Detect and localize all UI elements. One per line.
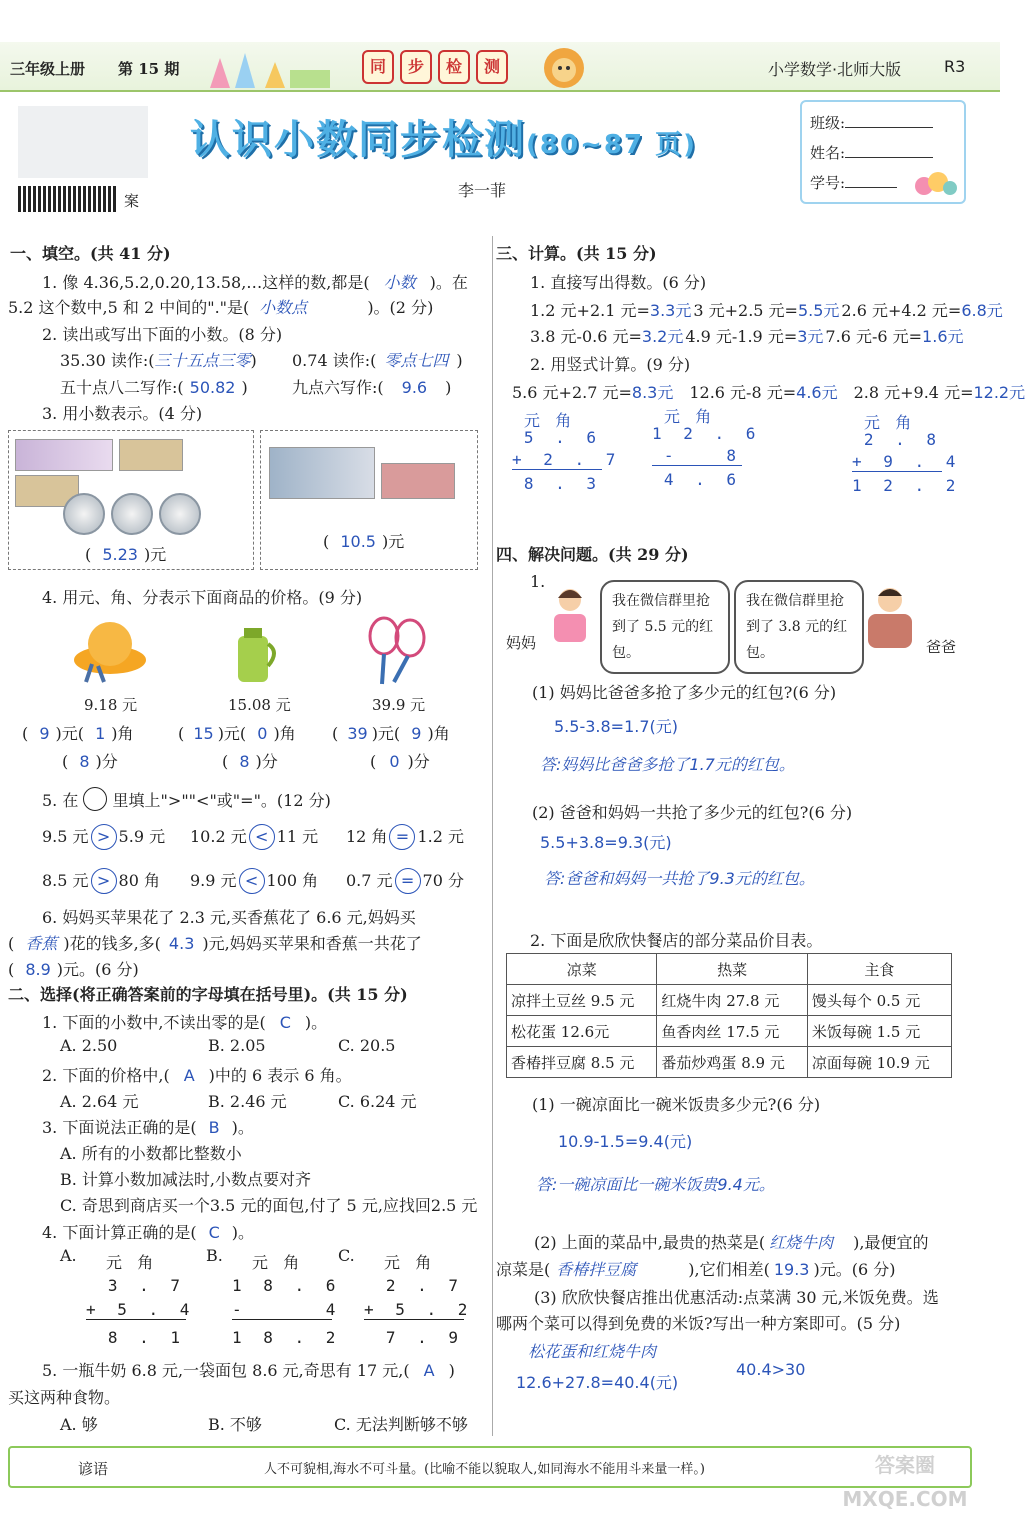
s1-q2b: 0.74 读作:( 零点七四 ) <box>292 351 463 370</box>
compare-item <box>42 868 160 894</box>
compare-left: 8.5 元 <box>42 871 89 890</box>
calc-answer: 3元 <box>797 327 824 346</box>
answer: A <box>423 1361 435 1380</box>
calc-expression: 2.8 元+9.4 元= <box>853 383 974 402</box>
menu-price-table <box>506 953 952 1078</box>
calc-unit: 元 角 <box>106 1253 154 1272</box>
q-text: )中的 6 表示 6 角。 <box>208 1066 352 1085</box>
answer: 50.82 <box>189 378 236 397</box>
s1-q1-line1 <box>42 270 468 293</box>
class-label: 班级: <box>810 114 846 132</box>
answer: C <box>208 1223 220 1242</box>
q-text: 里填上">""<"或"="。(12 分) <box>112 791 331 810</box>
compare-left: 0.7 元 <box>346 871 393 890</box>
table-header: 主食 <box>807 954 951 985</box>
calc-unit: 元 角 <box>384 1253 432 1272</box>
calc-operand: 1 8 . 6 <box>232 1276 342 1295</box>
q-text: 5.2 这个数中,5 和 2 中间的"."是( <box>8 298 250 317</box>
name-label: 姓名: <box>810 144 846 162</box>
answer: 零点七四 <box>384 351 449 370</box>
s1-q3: 3. 用小数表示。(4 分) <box>42 404 203 423</box>
s4-q2-3-line1: (3) 欣欣快餐店推出优惠活动:点菜满 30 元,米饭免费。选 <box>534 1288 939 1307</box>
answer: 香椿拌豆腐 <box>556 1260 637 1279</box>
s2-q2-opt-b: B. 2.46 元 <box>208 1092 287 1111</box>
answer: 8 <box>239 752 250 771</box>
compare-left: 9.9 元 <box>190 871 237 890</box>
s3-q2: 2. 用竖式计算。(9 分) <box>530 355 691 374</box>
unit: )角 <box>273 724 296 743</box>
kettle-icon <box>230 622 280 686</box>
q-text: 3. 下面说法正确的是( <box>42 1118 197 1137</box>
banknote-10-yuan <box>269 447 375 499</box>
s4-q1-1-calc: 5.5-3.8=1.7(元) <box>554 717 679 736</box>
issue-label: 第 15 期 <box>118 60 180 78</box>
q4-answer-kettle-a: ( 15 )元( 0 )角 <box>178 724 296 743</box>
price-rackets: 39.9 元 <box>372 696 426 714</box>
answer: 0 <box>257 724 268 743</box>
dad-speech-bubble: 我在微信群里抢到了 3.8 元的红包。 <box>734 580 864 674</box>
dish-name: 凉拌土豆丝 <box>511 991 587 1010</box>
dad-label: 爸爸 <box>926 638 957 656</box>
calc-unit: 元 角 <box>664 407 712 426</box>
calc-expression: 7.6 元-6 元= <box>825 327 923 346</box>
dish-price: 27.8 元 <box>726 991 780 1010</box>
lion-mascot-icon <box>540 46 588 90</box>
id-label: 学号: <box>810 174 846 192</box>
compare-left: 10.2 元 <box>190 827 247 846</box>
calc-result: 7 . 9 <box>385 1328 464 1347</box>
table-row <box>507 985 952 1016</box>
calc-unit: 元 角 <box>252 1253 300 1272</box>
calc-answer: 6.8元 <box>961 301 1003 320</box>
unit: )元( <box>217 724 247 743</box>
q-text: 2. 下面的价格中,( <box>42 1066 170 1085</box>
badge-char: 步 <box>400 50 432 84</box>
dad-avatar <box>862 586 918 648</box>
title-pages: (80~87 页) <box>526 130 697 160</box>
calc-answer: 3.2元 <box>641 327 684 346</box>
badminton-rackets-icon <box>364 616 434 686</box>
calc-expression: 5.6 元+2.7 元= <box>512 383 632 402</box>
table-cell <box>507 985 657 1016</box>
circle-blank-icon <box>83 787 107 811</box>
dish-price: 8.9 元 <box>741 1053 785 1072</box>
answer: 8 <box>79 752 90 771</box>
unit: )分 <box>95 752 118 771</box>
s2-q3-opt-b: B. 计算小数加减法时,小数点要对齐 <box>60 1170 312 1189</box>
q-text: )。(2 分) <box>367 298 434 317</box>
unit: )元( <box>55 724 85 743</box>
q-text: )元。(6 分) <box>56 960 139 979</box>
compare-item <box>346 824 464 850</box>
proverb-text: 人不可貌相,海水不可斗量。(比喻不能以貌取人,如同海水不能用斗来量一样。) <box>264 1462 705 1477</box>
q-text: 35.30 读作:( <box>60 351 155 370</box>
q4-answer-rackets-b: ( 0 )分 <box>370 752 430 771</box>
s2-q1-opt-b: B. 2.05 <box>208 1036 266 1055</box>
calc-answer: 8.3元 <box>631 383 674 402</box>
calc-operand: 2 . 8 <box>863 430 942 449</box>
answer: 9.6 <box>401 378 428 397</box>
s3-q1: 1. 直接写出得数。(6 分) <box>530 273 707 292</box>
sync-test-badge <box>362 50 514 84</box>
series-label: 小学数学·北师大版 <box>768 60 902 79</box>
answer: 小数 <box>383 273 416 292</box>
dish-name: 鱼香肉丝 <box>661 1022 722 1041</box>
calc-operand: + 5 . 2 <box>364 1300 474 1319</box>
money-box-b: ( 10.5 )元 <box>260 430 478 570</box>
class-field[interactable] <box>845 113 933 128</box>
compare-right: 80 角 <box>118 871 160 890</box>
compare-left: 12 角 <box>346 827 388 846</box>
direct-calc-row <box>512 380 1025 403</box>
s4-q2-1-answer: 答:一碗凉面比一碗米饭贵9.4元。 <box>536 1175 775 1194</box>
compare-answer: > <box>91 824 117 850</box>
answer: B <box>208 1118 220 1137</box>
section3-heading: 三、计算。(共 15 分) <box>496 244 657 263</box>
calc-operand: 2 . 7 <box>385 1276 464 1295</box>
s4-q2-1-calc: 10.9-1.5=9.4(元) <box>558 1132 693 1151</box>
answer: 1 <box>95 724 106 743</box>
dish-name: 香椿拌豆腐 <box>511 1053 587 1072</box>
calc-answer: 5.5元 <box>797 301 840 320</box>
s1-q5 <box>42 787 331 811</box>
table-row <box>507 1016 952 1047</box>
unit: )角 <box>111 724 134 743</box>
author-name: 李一菲 <box>458 181 507 200</box>
s4-q2-3-line2: 哪两个菜可以得到免费的米饭?写出一种方案即可。(5 分) <box>496 1314 901 1333</box>
banknote-5-yuan <box>15 439 113 471</box>
answer: 10.5 <box>340 532 376 551</box>
table-header-row <box>507 954 952 985</box>
compare-answer: = <box>395 868 421 894</box>
table-cell <box>657 1016 807 1047</box>
q-text: 5. 一瓶牛奶 6.8 元,一袋面包 8.6 元,奇思有 17 元,( <box>42 1361 410 1380</box>
coin-1-fen <box>63 493 105 535</box>
calc-expression: 2.6 元+4.2 元= <box>841 301 962 320</box>
q-text: 5. 在 <box>42 791 79 810</box>
badge-char: 检 <box>438 50 470 84</box>
answer: A <box>183 1066 195 1085</box>
calc-operand: 3 . 7 <box>107 1276 186 1295</box>
answer: 红烧牛肉 <box>769 1233 834 1252</box>
s4-q1-2-answer: 答:爸爸和妈妈一共抢了9.3元的红包。 <box>544 869 815 888</box>
answer: 香蕉 <box>25 934 58 953</box>
calc-expression: 12.6 元-8 元= <box>689 383 797 402</box>
title-main: 认识小数同步检测 <box>190 117 526 163</box>
s4-q1-2-calc: 5.5+3.8=9.3(元) <box>540 833 672 852</box>
option-label: A. <box>60 1246 77 1265</box>
calc-operand: + 9 . 4 <box>852 452 962 471</box>
q4-answer-hat-b: ( 8 )分 <box>62 752 118 771</box>
s2-q3: 3. 下面说法正确的是( B )。 <box>42 1118 254 1137</box>
s4-q1-1-answer: 答:妈妈比爸爸多抢了1.7元的红包。 <box>540 755 795 774</box>
s1-q2d: 九点六写作:( 9.6 ) <box>292 378 452 397</box>
answer: 9 <box>39 724 50 743</box>
compare-right: 1.2 元 <box>417 827 464 846</box>
calc-expression: 1.2 元+2.1 元= <box>530 301 650 320</box>
unit: )元( <box>371 724 401 743</box>
calc-result: 4 . 6 <box>663 470 742 489</box>
table-cell <box>507 1016 657 1047</box>
q-text: 九点六写作:( <box>292 378 384 397</box>
s1-q1-line2 <box>8 295 433 318</box>
q4-answer-hat-a: ( 9 )元( 1 )角 <box>22 724 134 743</box>
s2-q5-opt-c: C. 无法判断够不够 <box>334 1415 468 1434</box>
answer: 4.3 <box>168 934 195 953</box>
unit: )分 <box>255 752 278 771</box>
table-header: 凉菜 <box>507 954 657 985</box>
answer: 39 <box>347 724 368 743</box>
unit: )角 <box>427 724 450 743</box>
s1-q6-line2: ( 香蕉 )花的钱多,多( 4.3 )元,妈妈买苹果和香蕉一共花了 <box>8 934 422 953</box>
answer: 9 <box>411 724 422 743</box>
s4-q2-3-answer: 松花蛋和红烧牛肉 <box>528 1342 657 1361</box>
q-text: )元。(6 分) <box>813 1260 896 1279</box>
dish-name: 红烧牛肉 <box>661 991 722 1010</box>
q-text: 凉菜是( <box>496 1260 551 1279</box>
calc-operand: + 5 . 4 <box>86 1300 196 1319</box>
s1-q2: 2. 读出或写出下面的小数。(8 分) <box>42 325 283 344</box>
calc-operand: + 2 . 7 <box>512 450 622 469</box>
coin-1-fen <box>159 493 201 535</box>
image-placeholder <box>18 106 148 178</box>
s2-q5: 5. 一瓶牛奶 6.8 元,一袋面包 8.6 元,奇思有 17 元,( A ) <box>42 1361 455 1380</box>
answer: 0 <box>389 752 400 771</box>
calc-unit: 元 角 <box>524 411 572 430</box>
edition-code: R3 <box>944 57 966 76</box>
qr-code-icon[interactable] <box>18 186 118 212</box>
calc-operand: 1 2 . 6 <box>652 424 762 443</box>
castle-illustration <box>190 48 340 88</box>
q-text: )元,妈妈买苹果和香蕉一共花了 <box>202 934 422 953</box>
badge-char: 测 <box>476 50 508 84</box>
column-divider <box>492 236 493 1436</box>
s2-q4: 4. 下面计算正确的是( C )。 <box>42 1223 255 1242</box>
s2-q5-opt-b: B. 不够 <box>208 1415 262 1434</box>
calc-expression: 3.8 元-0.6 元= <box>530 327 642 346</box>
calc-unit: 元 角 <box>864 413 912 432</box>
s4-q1-number: 1. <box>530 572 546 591</box>
s2-q1-opt-c: C. 20.5 <box>338 1036 396 1055</box>
calc-answer: 1.6元 <box>922 327 964 346</box>
option-label: C. <box>338 1246 355 1265</box>
unit: )元 <box>143 545 167 564</box>
calc-result: 1 8 . 2 <box>232 1328 342 1347</box>
answer: 19.3 <box>773 1260 810 1279</box>
answer: 三十五点三零 <box>154 351 251 370</box>
table-cell <box>657 1047 807 1078</box>
compare-item <box>190 868 318 894</box>
id-field[interactable] <box>845 173 897 188</box>
s4-q1-2: (2) 爸爸和妈妈一共抢了多少元的红包?(6 分) <box>532 803 853 822</box>
mom-speech-bubble: 我在微信群里抢到了 5.5 元的红包。 <box>600 580 730 674</box>
grade-label: 三年级上册 <box>10 60 86 78</box>
watermark: 答案圈 MXQE.COM <box>842 1453 968 1511</box>
price-kettle: 15.08 元 <box>228 696 291 714</box>
s2-q3-opt-c: C. 奇思到商店买一个3.5 元的面包,付了 5 元,应找回2.5 元 <box>60 1196 478 1215</box>
q-text: ),最便宜的 <box>853 1233 929 1252</box>
q-text: (2) 上面的菜品中,最贵的热菜是( <box>534 1233 766 1252</box>
mom-avatar <box>548 586 592 642</box>
q-text: 1. 下面的小数中,不读出零的是( <box>42 1013 266 1032</box>
s1-q6-line1: 6. 妈妈买苹果花了 2.3 元,买香蕉花了 6.6 元,妈妈买 <box>42 908 416 927</box>
q-text: 五十点八二写作:( <box>60 378 184 397</box>
direct-calc-row <box>530 298 1003 321</box>
dish-price: 9.5 元 <box>590 991 635 1010</box>
calc-expression: 3 元+2.5 元= <box>693 301 798 320</box>
table-cell <box>507 1047 657 1078</box>
section2-heading: 二、选择(将正确答案前的字母填在括号里)。(共 15 分) <box>8 985 408 1004</box>
page-title <box>190 108 697 165</box>
s4-q2-3-compare: 40.4>30 <box>736 1360 806 1379</box>
option-label: B. <box>206 1246 223 1265</box>
table-cell: 凉面每碗 10.9 元 <box>807 1047 951 1078</box>
compare-answer: > <box>91 868 117 894</box>
s2-q1-opt-a: A. 2.50 <box>60 1036 118 1055</box>
s4-q1-1: (1) 妈妈比爸爸多抢了多少元的红包?(6 分) <box>532 683 837 702</box>
s2-q2-opt-c: C. 6.24 元 <box>338 1092 417 1111</box>
q-text: 1. 像 4.36,5.2,0.20,13.58,…这样的数,都是( <box>42 273 370 292</box>
compare-item <box>190 824 318 850</box>
q-text: )。在 <box>429 273 468 292</box>
banknote-2-jiao <box>119 439 183 471</box>
compare-answer: = <box>389 824 415 850</box>
compare-right: 100 角 <box>266 871 319 890</box>
table-header: 热菜 <box>657 954 807 985</box>
direct-calc-row <box>530 324 964 347</box>
dish-name: 番茄炒鸡蛋 <box>661 1053 737 1072</box>
proverb-label: 谚语 <box>78 1460 109 1478</box>
s2-q1: 1. 下面的小数中,不读出零的是( C )。 <box>42 1013 328 1032</box>
animals-icon <box>914 168 958 196</box>
mom-label: 妈妈 <box>506 634 537 652</box>
compare-answer: < <box>239 868 265 894</box>
s1-q6-line3: ( 8.9 )元。(6 分) <box>8 960 139 979</box>
dish-price: 12.6元 <box>560 1022 610 1041</box>
s2-q5-opt-a: A. 够 <box>60 1415 98 1434</box>
s1-q2c: 五十点八二写作:( 50.82 ) <box>60 378 248 397</box>
calc-answer: 3.3元 <box>649 301 692 320</box>
price-hat: 9.18 元 <box>84 696 138 714</box>
coin-1-fen <box>111 493 153 535</box>
compare-item <box>346 868 464 894</box>
calc-result: 1 2 . 2 <box>852 476 962 495</box>
calc-answer: 12.2元 <box>973 383 1025 402</box>
s1-q2a: 35.30 读作:(三十五点三零) <box>60 351 257 370</box>
s2-q2-opt-a: A. 2.64 元 <box>60 1092 139 1111</box>
dish-name: 松花蛋 <box>511 1022 557 1041</box>
s2-q3-opt-a: A. 所有的小数都比整数小 <box>60 1144 242 1163</box>
money-box-a: ( 5.23 )元 <box>8 430 254 570</box>
dish-price: 17.5 元 <box>726 1022 780 1041</box>
table-cell <box>657 985 807 1016</box>
qr-caption: 案 <box>124 192 140 210</box>
q4-answer-kettle-b: ( 8 )分 <box>222 752 278 771</box>
unit: )分 <box>407 752 430 771</box>
badge-char: 同 <box>362 50 394 84</box>
calc-result: 8 . 3 <box>523 474 602 493</box>
student-info-box <box>800 100 966 204</box>
compare-answer: < <box>249 824 275 850</box>
sun-hat-icon <box>72 612 148 684</box>
unit: )元 <box>381 532 405 551</box>
compare-right: 11 元 <box>276 827 319 846</box>
compare-item <box>42 824 165 850</box>
dish-price: 8.5 元 <box>590 1053 635 1072</box>
s4-q2-2-line2 <box>496 1257 895 1280</box>
s1-q4: 4. 用元、角、分表示下面商品的价格。(9 分) <box>42 588 363 607</box>
s2-q2 <box>42 1063 352 1086</box>
table-cell: 米饭每碗 1.5 元 <box>807 1016 951 1047</box>
calc-result: 8 . 1 <box>107 1328 186 1347</box>
s4-q2-3-calc: 12.6+27.8=40.4(元) <box>516 1373 679 1392</box>
calc-operand: - 4 <box>232 1300 342 1319</box>
compare-right: 5.9 元 <box>118 827 166 846</box>
compare-right: 70 分 <box>422 871 464 890</box>
compare-left: 9.5 元 <box>42 827 89 846</box>
s2-q5-line2: 买这两种食物。 <box>8 1388 121 1407</box>
s4-q2-1: (1) 一碗凉面比一碗米饭贵多少元?(6 分) <box>532 1095 821 1114</box>
s4-q2: 2. 下面是欣欣快餐店的部分菜品价目表。 <box>530 931 823 950</box>
s4-q2-2-line1 <box>534 1230 928 1253</box>
q-text: 4. 下面计算正确的是( <box>42 1223 197 1242</box>
answer: C <box>279 1013 291 1032</box>
name-field[interactable] <box>845 143 933 158</box>
answer: 8.9 <box>25 960 51 979</box>
calc-answer: 4.6元 <box>796 383 838 402</box>
answer: 15 <box>193 724 214 743</box>
calc-expression: 4.9 元-1.9 元= <box>685 327 798 346</box>
table-row <box>507 1047 952 1078</box>
banknote-5-jiao <box>381 463 455 499</box>
q-text: 0.74 读作:( <box>292 351 377 370</box>
q-text: ),它们相差( <box>688 1260 770 1279</box>
q4-answer-rackets-a: ( 39 )元( 9 )角 <box>332 724 450 743</box>
section4-heading: 四、解决问题。(共 29 分) <box>496 545 689 564</box>
calc-operand: - 8 <box>652 446 742 466</box>
answer: 5.23 <box>102 545 138 564</box>
calc-operand: 5 . 6 <box>523 428 602 447</box>
q-text: )花的钱多,多( <box>63 934 161 953</box>
section1-heading: 一、填空。(共 41 分) <box>10 244 171 263</box>
table-cell: 馒头每个 0.5 元 <box>807 985 951 1016</box>
answer: 小数点 <box>259 298 308 317</box>
